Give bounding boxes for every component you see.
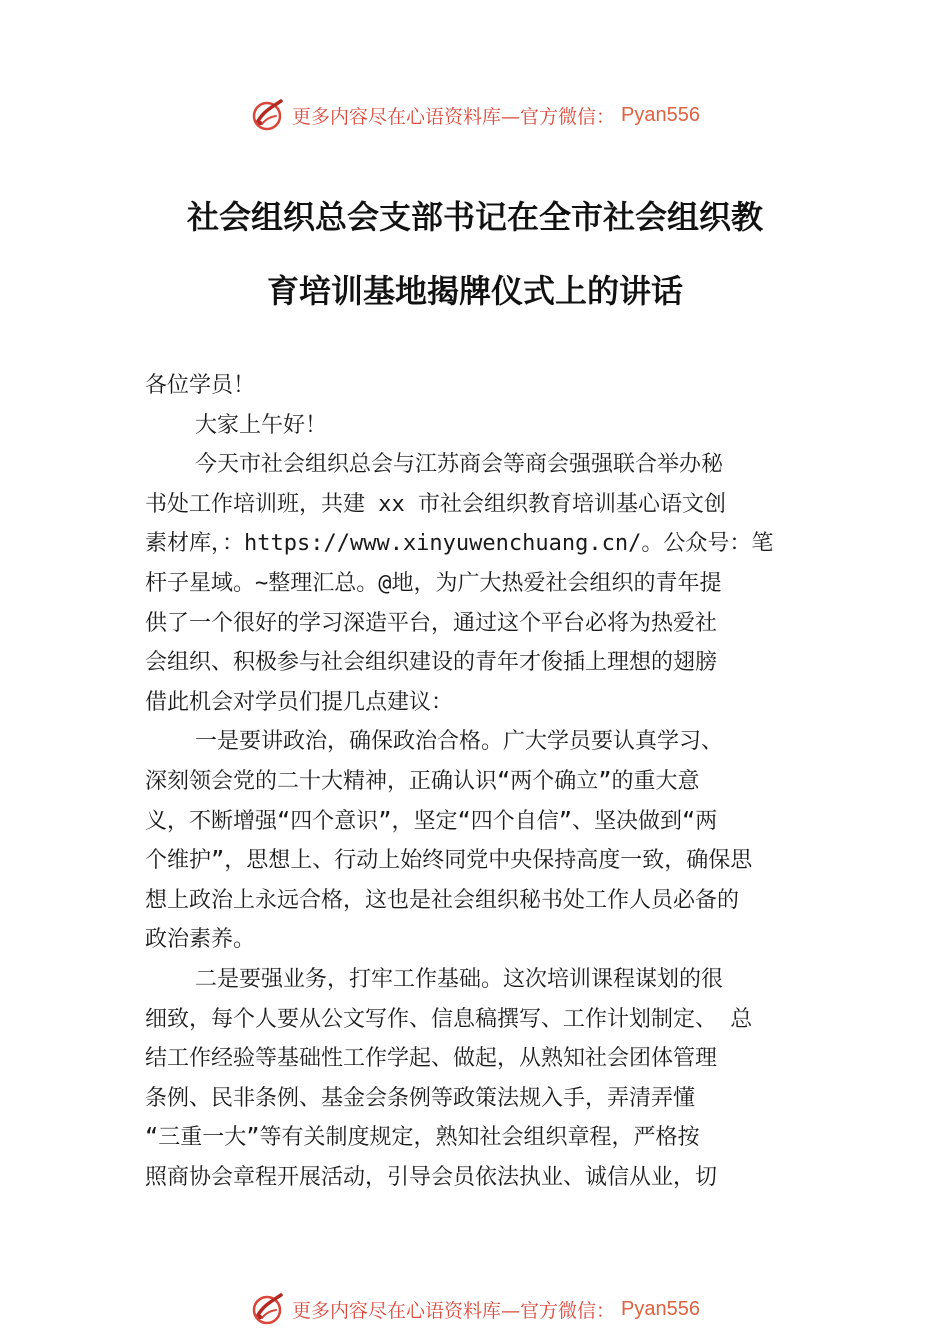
paragraph-2 xyxy=(145,722,825,960)
paragraph-line: 一是要讲政治，确保政治合格。广大学员要认真学习、 xyxy=(195,729,724,755)
brush-logo-icon xyxy=(250,1291,286,1327)
document-title-line-1: 社会组织总会支部书记在全市社会组织教 xyxy=(186,198,763,236)
banner-lead-text: 更多内容尽在心语资料库—官方微信： xyxy=(292,1299,616,1322)
banner-wechat-handle: Pyan556 xyxy=(621,103,700,126)
paragraph-line: 供了一个很好的学习深造平台，通过这个平台必将为热爱社 xyxy=(145,610,718,636)
banner-lead-text: 更多内容尽在心语资料库—官方微信： xyxy=(292,105,616,128)
paragraph-line: 结工作经验等基础性工作学起、做起，从熟知社会团体管理 xyxy=(145,1046,718,1072)
paragraph-line: 二是要强业务，打牢工作基础。这次培训课程谋划的很 xyxy=(195,966,724,992)
salutation: 各位学员！ xyxy=(145,373,256,398)
footer-watermark-banner xyxy=(0,1289,950,1329)
paragraph-line: 想上政治上永远合格，这也是社会组织秘书处工作人员必备的 xyxy=(145,887,740,913)
paragraph-line: 书处工作培训班，共建 xx 市社会组织教育培训基心语文创 xyxy=(145,491,726,517)
paragraph-1 xyxy=(145,445,825,722)
paragraph-line: 杆子星域。~整理汇总。@地，为广大热爱社会组织的青年提 xyxy=(145,570,722,596)
paragraph-line: 深刻领会党的二十大精神，正确认识“两个确立”的重大意 xyxy=(145,768,700,794)
paragraph-line: “三重一大”等有关制度规定，熟知社会组织章程，严格按 xyxy=(145,1125,700,1151)
document-title-line-2: 育培训基地揭牌仪式上的讲话 xyxy=(266,272,683,310)
paragraph-3 xyxy=(145,960,825,1198)
header-watermark-banner xyxy=(0,95,950,135)
paragraph-line: 细致，每个人要从公文写作、信息稿撰写、工作计划制定、 总 xyxy=(145,1006,753,1032)
banner-wechat-handle: Pyan556 xyxy=(621,1297,700,1320)
paragraph-line: 会组织、积极参与社会组织建设的青年才俊插上理想的翅膀 xyxy=(145,650,718,676)
brush-logo-icon xyxy=(250,97,286,133)
paragraph-line: 素材库，：https://www.xinyuwenchuang.cn/。公众号：笔 xyxy=(145,531,774,557)
paragraph-line: 借此机会对学员们提几点建议： xyxy=(145,689,454,715)
paragraph-line: 政治素养。 xyxy=(145,927,256,953)
document-body xyxy=(145,366,825,1197)
paragraph-line: 条例、民非条例、基金会条例等政策法规入手，弄清弄懂 xyxy=(145,1085,696,1111)
paragraph-line: 义，不断增强“四个意识”，坚定“四个自信”、坚决做到“两 xyxy=(145,808,718,834)
paragraph-line: 今天市社会组织总会与江苏商会等商会强强联合举办秘 xyxy=(195,452,724,478)
paragraph-line: 个维护”，思想上、行动上始终同党中央保持高度一致，确保思 xyxy=(145,848,753,874)
greeting: 大家上午好！ xyxy=(195,412,328,438)
paragraph-line: 照商协会章程开展活动，引导会员依法执业、诚信从业，切 xyxy=(145,1164,718,1190)
